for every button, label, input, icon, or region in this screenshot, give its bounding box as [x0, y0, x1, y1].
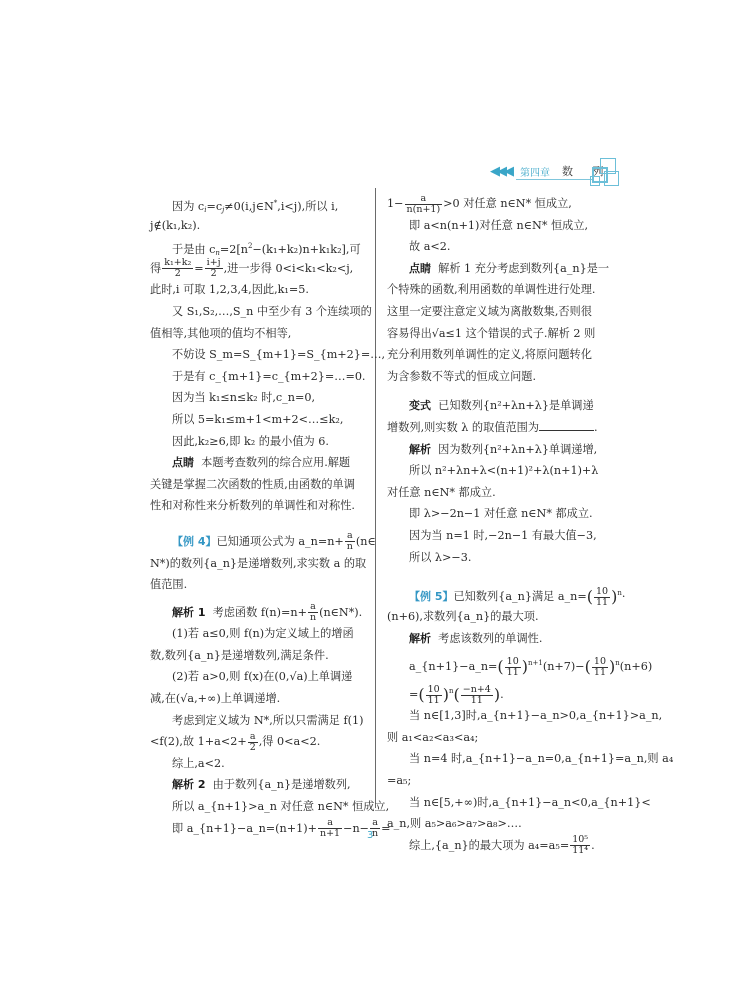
text-line: 当 n∈[1,3]时,a_{n+1}−a_n>0,a_{n+1}>a_n, [409, 709, 663, 723]
solution-2-line: 解析 2 由于数列{a_n}是递增数列, [172, 778, 351, 792]
column-divider [375, 188, 376, 808]
header-underline [516, 179, 594, 180]
text-line: 因为 $c_i=c_j\ne 0(i,j\in N^*,i<j)$,所以 i, [172, 199, 339, 214]
solution-label: 解析 [409, 442, 431, 456]
solution-label: 解析 2 [172, 778, 206, 792]
text-line: 值范围. [150, 578, 188, 592]
note-label: 点睛 [172, 456, 194, 470]
text-line: 1− $\frac{a}{n(n+1)}$ >0 对任意 n∈N* 恒成立, [387, 192, 572, 215]
text-line: 当 n∈[5,+∞)时,a_{n+1}−a_n<0,a_{n+1}< [409, 795, 651, 809]
text-line: 不妨设 S_m=S_{m+1}=S_{m+2}=…, [172, 348, 386, 362]
text-line: 减,在(√a,+∞)上单调递增. [150, 692, 281, 706]
right-column [387, 192, 674, 857]
text-line: 于是由 $c_n=2[n^2-(k_1+k_2)n+k_1k_2]$,可 [172, 242, 361, 258]
solution-1-line: 解析 1 考虑函数 f(n)=n+ $\frac{a}{n}$ (n∈N*). [172, 601, 363, 624]
text-line: 关键是掌握二次函数的性质,由函数的单调 [150, 477, 355, 491]
text-line: 考虑到定义域为 N*,所以只需满足 f(1) [172, 713, 364, 727]
text-line: 对任意 n∈N* 都成立. [387, 485, 496, 499]
text-line: 数,数列{a_n}是递增数列,满足条件. [150, 648, 329, 662]
text-line: 容易得出√a≤1 这个错误的式子.解析 2 则 [387, 326, 596, 340]
text-line: 因为当 k₁≤n≤k₂ 时,c_n=0, [172, 391, 316, 405]
text-line: 为含参数不等式的恒成立问题. [387, 369, 536, 383]
solution-label: 解析 [409, 631, 431, 645]
text-line: 即 a<n(n+1)对任意 n∈N* 恒成立, [409, 218, 589, 232]
note-label: 点睛 [409, 261, 431, 275]
text-line: 所以 5=k₁≤m+1<m+2<…≤k₂, [172, 412, 344, 426]
text-line: j∉(k₁,k₂). [150, 218, 201, 232]
text-line: 值相等,其他项的值均不相等, [150, 326, 292, 340]
text-line: 因此,k₂≥6,即 k₂ 的最小值为 6. [172, 434, 329, 448]
text-line: 即 a_{n+1}−a_n=(n+1)+ $\frac{a}{n+1}$ −n− $\frac{a}{n}$ = [172, 817, 391, 840]
solution-label: 解析 1 [172, 605, 206, 619]
variant-line: 变式 已知数列{n²+λn+λ}是单调递 [409, 399, 594, 413]
text-line: 综上,a<2. [172, 756, 225, 770]
text-line: 则 a₁<a₂<a₃<a₄; [387, 730, 479, 744]
example-label: 【例 5】 [409, 590, 454, 604]
text-line: 性和对称性来分析数列的单调性和对称性. [150, 499, 355, 513]
formula-line: a_{n+1}−a_n=( $\frac{10}{11}$ )$^{n+1}$(n+7)−( $\frac{10}{11}$ )$^n$(n+6) [409, 655, 653, 678]
example-label: 【例 4】 [172, 534, 217, 548]
chapter-title: 数 列 [562, 165, 612, 178]
text-line: =a₅; [387, 774, 412, 788]
text-line: 这里一定要注意定义域为离散数集,否则很 [387, 304, 592, 318]
text-line: 因为当 n=1 时,−2n−1 有最大值−3, [409, 528, 597, 542]
text-line: (2)若 a>0,则 f(x)在(0,√a)上单调递 [172, 670, 353, 684]
text-line: 个特殊的函数,利用函数的单调性进行处理. [387, 283, 596, 297]
text-line: 综上,{a_n}的最大项为 a₄=a₅= $\frac{\text{10⁵}}{\text{11⁴}}$ . [409, 834, 595, 857]
note-line: 点睛 解析 1 充分考虑到数列{a_n}是一 [409, 261, 610, 275]
solution-line: 解析 考虑该数列的单调性. [409, 631, 543, 645]
example-5-heading: 【例 5】已知数列{a_n}满足 a_n=( $\frac{10}{11}$ )$^n$· [409, 585, 626, 608]
text-line: 即 λ>−2n−1 对任意 n∈N* 都成立. [409, 507, 593, 521]
chevron-arrows-icon: ◀◀◀ [490, 164, 511, 179]
text-line: (n+6),求数列{a_n}的最大项. [387, 610, 539, 624]
text-line: (1)若 a≤0,则 f(n)为定义域上的增函 [172, 627, 354, 641]
text-line: 增数列,则实数 λ 的取值范围为 . [387, 417, 607, 439]
text-line: 所以 λ>−3. [409, 550, 472, 564]
running-header [490, 158, 620, 184]
text-line: 故 a<2. [409, 240, 451, 254]
text-line: 当 n=4 时,a_{n+1}−a_n=0,a_{n+1}=a_n,则 a₄ [409, 752, 674, 766]
example-4-heading: 【例 4】已知通项公式为 a_n=n+ $\frac{a}{n}$ (n∈ [172, 530, 376, 553]
answer-blank [539, 418, 594, 431]
variant-label: 变式 [409, 399, 431, 413]
text-line: 此时,i 可取 1,2,3,4,因此,k₁=5. [150, 283, 309, 297]
text-line: <f(2),故 1+a<2+ $\frac{a}{2}$ ,得 0<a<2. [150, 730, 321, 753]
left-column [150, 193, 391, 840]
text-line: 所以 n²+λn+λ<(n+1)²+λ(n+1)+λ [409, 464, 599, 478]
squares-decoration-icon [590, 158, 620, 186]
text-line: a_n,则 a₅>a₆>a₇>a₈>…. [387, 817, 522, 831]
text-line: 又 S₁,S₂,…,S_n 中至少有 3 个连续项的 [172, 304, 372, 318]
text-line: N*)的数列{a_n}是递增数列,求实数 a 的取 [150, 556, 367, 570]
text-line: 得 $\frac{\text{k₁+k₂}}{2}$ = $\frac{i+j}{2}$ ,进一步得 0<i<k₁<k₂<j, [150, 257, 354, 280]
solution-line: 解析 因为数列{n²+λn+λ}单调递增, [409, 442, 598, 456]
text-line: 于是有 c_{m+1}=c_{m+2}=…=0. [172, 369, 366, 383]
chapter-label: 第四章 [520, 168, 550, 179]
text-line: 所以 a_{n+1}>a_n 对任意 n∈N* 恒成立, [172, 800, 390, 814]
text-line: 充分利用数列单调性的定义,将原问题转化 [387, 348, 592, 362]
page-number: 3 [367, 830, 374, 841]
formula-line: =( $\frac{10}{11}$ )$^n$( $\frac{-n+4}{11}$ ). [409, 683, 504, 706]
note-line: 点睛 本题考查数列的综合应用.解题 [172, 456, 351, 470]
